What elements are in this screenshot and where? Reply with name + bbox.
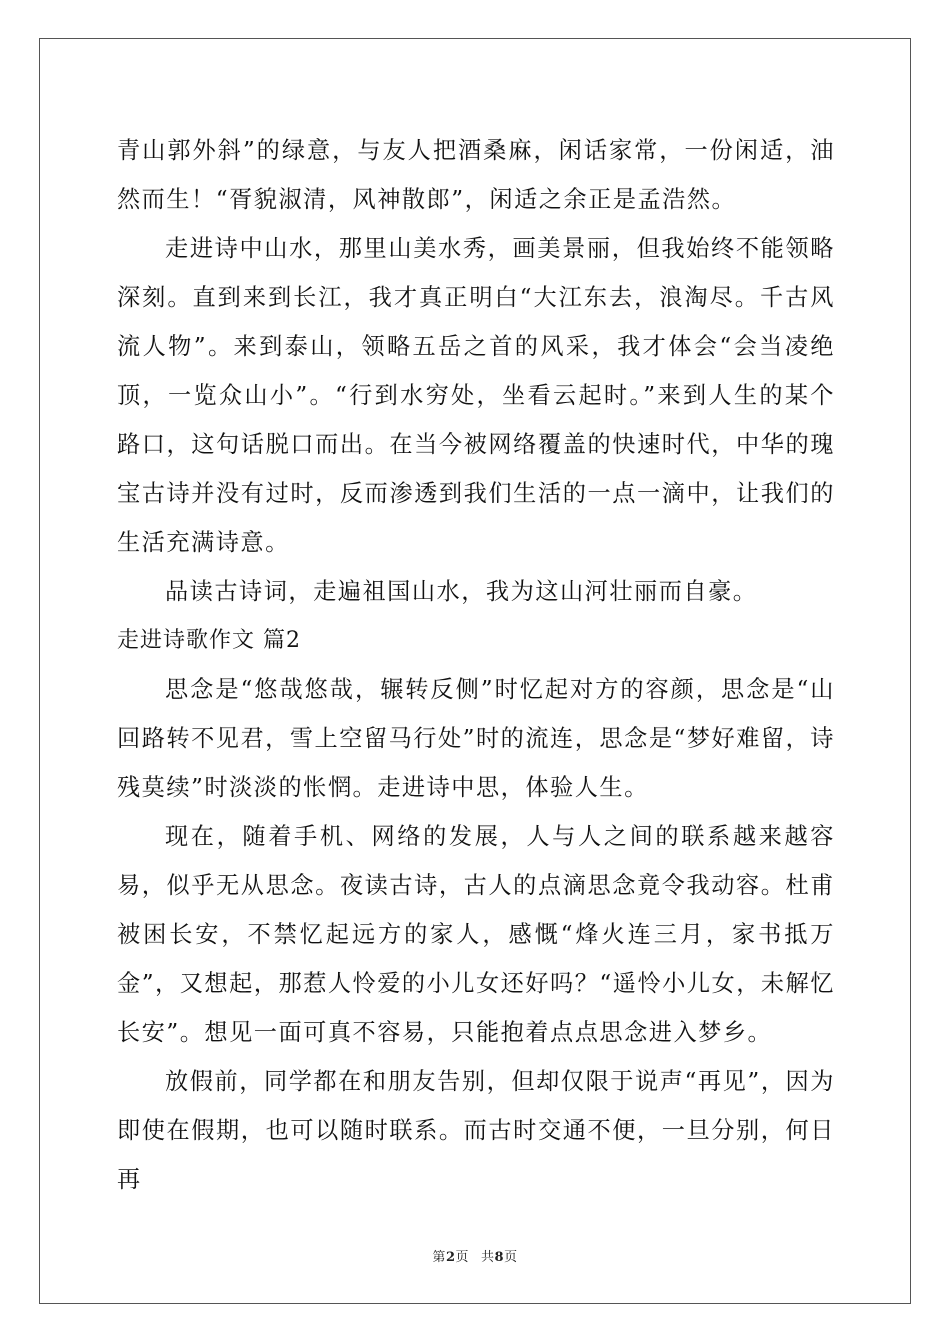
paragraph-5: 现在，随着手机、网络的发展，人与人之间的联系越来越容易，似乎无从思念。夜读古诗，古人的点滴思念竟令我动容。杜甫被困长安，不禁忆起远方的家人，感慨“烽火连三月，家书抵万金”，又想起，那惹人怜爱的小儿女还好吗？“遥怜小儿女，未解忆长安”。想见一面可真不容易，只能抱着点点思念进入梦乡。 (117, 823, 835, 1046)
current-page-number: 2 (445, 1250, 456, 1265)
document-body (117, 126, 835, 1204)
footer-page-suffix: 页 (455, 1250, 469, 1265)
total-page-number: 8 (494, 1250, 505, 1265)
paragraph-4: 思念是“悠哉悠哉，辗转反侧”时忆起对方的容颜，思念是“山回路转不见君，雪上空留马行处”时的流连，思念是“梦好难留，诗残莫续”时淡淡的怅惘。走进诗中思，体验人生。 (117, 676, 835, 801)
paragraph-6: 放假前，同学都在和朋友告别，但却仅限于说声“再见”，因为即使在假期，也可以随时联系。而古时交通不便，一旦分别，何日再 (117, 1068, 835, 1193)
footer-prefix: 第 (432, 1250, 446, 1265)
paragraph-3: 品读古诗词，走遍祖国山水，我为这山河壮丽而自豪。 (165, 578, 758, 605)
section-heading: 走进诗歌作文 篇2 (117, 628, 301, 653)
footer-total-prefix: 共 (481, 1250, 495, 1265)
paragraph-1: 青山郭外斜”的绿意，与友人把酒桑麻，闲话家常，一份闲适，油然而生！“胥貌淑清，风神散郎”，闲适之余正是孟浩然。 (117, 137, 835, 213)
paragraph-2: 走进诗中山水，那里山美水秀，画美景丽，但我始终不能领略深刻。直到来到长江，我才真正明白“大江东去，浪淘尽。千古风流人物”。来到泰山，领略五岳之首的风采，我才体会“会当凌绝顶，一览众山小”。“行到水穷处，坐看云起时。”来到人生的某个路口，这句话脱口而出。在当今被网络覆盖的快速时代，中华的瑰宝古诗并没有过时，反而渗透到我们生活的一点一滴中，让我们的生活充满诗意。 (117, 235, 835, 556)
page-footer (0, 1246, 950, 1265)
footer-total-suffix: 页 (504, 1250, 518, 1265)
